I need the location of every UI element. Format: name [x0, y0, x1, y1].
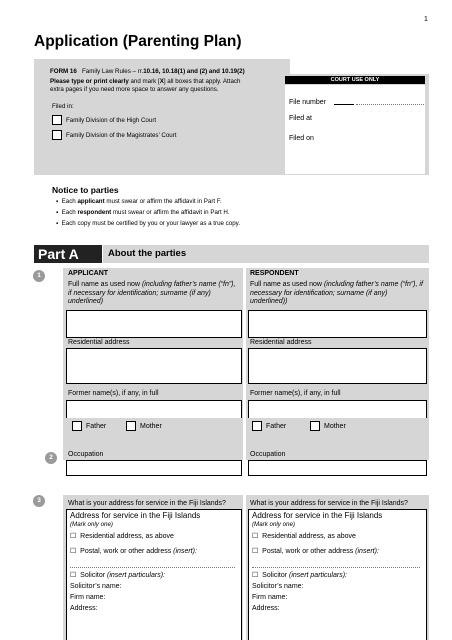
opt-res-a: Residential address, as above: [80, 533, 174, 540]
checkbox-icon: ☐: [70, 548, 77, 555]
high-court-checkbox[interactable]: [52, 115, 62, 125]
page-title: Application (Parenting Plan): [34, 33, 242, 50]
respondent-father-checkbox[interactable]: [252, 421, 262, 431]
file-number-field[interactable]: [334, 104, 354, 105]
respondent-occupation-input[interactable]: [248, 460, 427, 476]
instructions-line2: extra pages if you need more space to answer any questions.: [50, 86, 219, 93]
applicant-service-question: What is your address for service in the Fiji Islands?: [68, 500, 226, 507]
instr-mid: and mark [: [128, 78, 160, 85]
respondent-residential-label: Residential address: [250, 339, 312, 346]
opt-postal-it-r: (insert):: [355, 548, 379, 555]
b3-text: Each copy must be certified by you or your lawyer as a true copy.: [61, 220, 241, 227]
applicant-firm-name: Firm name:: [70, 594, 106, 601]
fn-it-a: (including father’s name (“fn”), if necessary for identification; surname (if any) underlined): [68, 281, 236, 305]
respondent-opt-residential[interactable]: [252, 533, 356, 542]
fn-it-r: (including father’s name (“fn”), if necessary for identification; surname (if any) underlined)): [250, 281, 423, 305]
respondent-former-name-input[interactable]: [248, 400, 427, 418]
filed-at-label: Filed at: [289, 115, 312, 122]
applicant-mother-label: Mother: [140, 423, 162, 430]
respondent-occupation-label: Occupation: [250, 451, 286, 458]
form-number: FORM 16: [50, 68, 77, 75]
notice-bullet-2: ▪ Each respondent must swear or affirm the affidavit in Part H.: [56, 209, 230, 216]
opt-postal-r: Postal, work or other address: [262, 548, 356, 555]
checkbox-icon: ☐: [252, 533, 259, 540]
court-use-label: COURT USE ONLY: [330, 77, 380, 83]
respondent-address: Address:: [252, 605, 280, 612]
respondent-residential-input[interactable]: [248, 348, 427, 384]
applicant-full-name-input[interactable]: [66, 310, 242, 338]
respondent-service-question: What is your address for service in the Fiji Islands?: [250, 500, 408, 507]
respondent-father-label: Father: [266, 423, 287, 430]
respondent-solicitor-name: Solicitor’s name:: [252, 583, 304, 590]
respondent-opt-solicitor[interactable]: [252, 572, 347, 581]
applicant-opt-postal[interactable]: [70, 548, 197, 557]
applicant-former-name-label: Former name(s), if any, in full: [68, 390, 159, 397]
respondent-mother-checkbox[interactable]: [310, 421, 320, 431]
magistrates-court-checkbox[interactable]: [52, 130, 62, 140]
b1-pre: Each: [61, 198, 78, 205]
b1-bold: applicant: [77, 198, 105, 205]
file-number-label: File number: [289, 99, 326, 106]
question-2-number: 2: [45, 452, 57, 464]
part-a-label: Part A: [38, 246, 79, 262]
applicant-residential-input[interactable]: [66, 348, 242, 384]
opt-postal-a: Postal, work or other address: [80, 548, 174, 555]
instructions-line1: [50, 78, 282, 86]
applicant-heading: APPLICANT: [68, 270, 109, 277]
form-rules-refs: 10.16, 10.18(1) and (2) and 10.19(2): [143, 68, 245, 75]
checkbox-icon: ☐: [70, 572, 77, 579]
checkbox-icon: ☐: [252, 572, 259, 579]
applicant-residential-label: Residential address: [68, 339, 130, 346]
respondent-opt-postal[interactable]: [252, 548, 379, 557]
opt-res-r: Residential address, as above: [262, 533, 356, 540]
respondent-mother-label: Mother: [324, 423, 346, 430]
fn-pre-a: Full name as used now: [68, 281, 142, 288]
opt-postal-it-a: (insert):: [173, 548, 197, 555]
form-rule-line: [50, 68, 245, 76]
instr-bold: Please type or print clearly: [50, 78, 129, 85]
applicant-mark-one: (Mark only one): [70, 521, 113, 528]
applicant-father-checkbox[interactable]: [72, 421, 82, 431]
b1-post: must swear or affirm the affidavit in Part F.: [104, 198, 222, 205]
b2-bold: respondent: [77, 209, 112, 216]
question-1-number: 1: [33, 270, 45, 282]
page-number: 1: [424, 16, 428, 23]
applicant-occupation-label: Occupation: [68, 451, 104, 458]
applicant-service-title: Address for service in the Fiji Islands: [70, 511, 201, 520]
filed-on-label: Filed on: [289, 135, 314, 142]
filed-in-label: Filed in:: [52, 103, 74, 110]
file-number-dotted: [356, 104, 424, 105]
b2-post: must swear or affirm the affidavit in Part H.: [111, 209, 230, 216]
applicant-mother-checkbox[interactable]: [126, 421, 136, 431]
applicant-father-label: Father: [86, 423, 107, 430]
form-rules: Family Law Rules – rr.: [82, 68, 144, 75]
respondent-full-name-input[interactable]: [248, 310, 427, 338]
applicant-opt-residential[interactable]: [70, 533, 174, 542]
instr-x: X: [159, 78, 164, 85]
respondent-heading: RESPONDENT: [250, 270, 299, 277]
respondent-full-name-label: [250, 281, 426, 307]
opt-sol-it-r: (insert particulars):: [289, 572, 347, 579]
applicant-occupation-input[interactable]: [66, 460, 242, 476]
notice-bullet-1: ▪ Each applicant must swear or affirm the affidavit in Part F.: [56, 198, 222, 205]
applicant-full-name-label: [68, 281, 240, 307]
respondent-service-title: Address for service in the Fiji Islands: [252, 511, 383, 520]
b2-pre: Each: [61, 209, 78, 216]
applicant-postal-line[interactable]: [70, 567, 235, 568]
applicant-opt-solicitor[interactable]: [70, 572, 165, 581]
fn-pre-r: Full name as used now: [250, 281, 324, 288]
question-3-number: 3: [33, 495, 45, 507]
notice-bullet-3: ▪ Each copy must be certified by you or your lawyer as a true copy.: [56, 220, 241, 227]
respondent-mark-one: (Mark only one): [252, 521, 295, 528]
respondent-former-name-label: Former name(s), if any, in full: [250, 390, 341, 397]
notice-heading: Notice to parties: [52, 185, 119, 195]
instr-rest: ] all boxes that apply. Attach: [163, 78, 241, 85]
checkbox-icon: ☐: [252, 548, 259, 555]
respondent-firm-name: Firm name:: [252, 594, 288, 601]
checkbox-icon: ☐: [70, 533, 77, 540]
applicant-solicitor-name: Solicitor’s name:: [70, 583, 122, 590]
opt-sol-a: Solicitor: [80, 572, 108, 579]
applicant-former-name-input[interactable]: [66, 400, 242, 418]
opt-sol-r: Solicitor: [262, 572, 290, 579]
respondent-postal-line[interactable]: [252, 567, 420, 568]
magistrates-court-label: Family Division of the Magistrates’ Court: [66, 132, 177, 139]
applicant-address: Address:: [70, 605, 98, 612]
part-a-heading: About the parties: [108, 248, 187, 259]
high-court-label: Family Division of the High Court: [66, 117, 157, 124]
opt-sol-it-a: (insert particulars):: [107, 572, 165, 579]
